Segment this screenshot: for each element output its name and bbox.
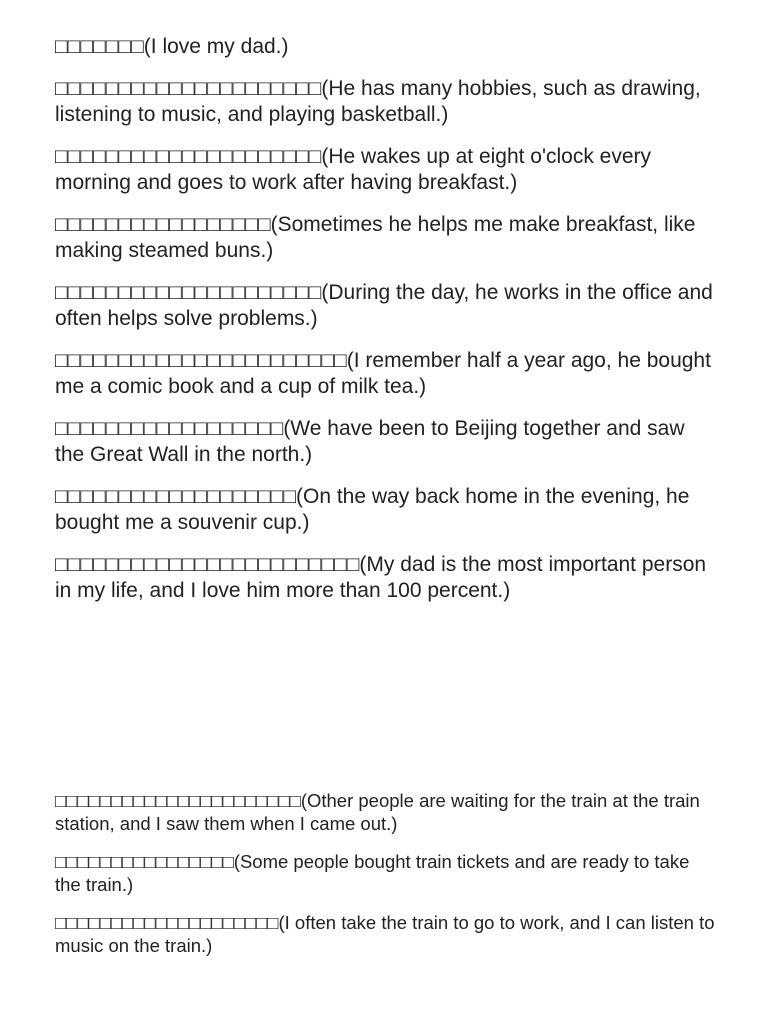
- train-section: [55, 789, 715, 972]
- paragraph-train-station: □□□□□□□□□□□□□□□□□□□□□□(Other people are waiting for the train at the train station, and I saw them when I came out.): [55, 790, 700, 834]
- paragraph-hobbies: □□□□□□□□□□□□□□□□□□□□□(He has many hobbies, such as drawing, listening to music, and playing basketball.): [55, 77, 701, 126]
- paragraph-breakfast: □□□□□□□□□□□□□□□□□(Sometimes he helps me make breakfast, like making steamed buns.): [55, 213, 696, 262]
- paragraph-comic-book: □□□□□□□□□□□□□□□□□□□□□□□(I remember half a year ago, he bought me a comic book and a cup of milk tea.): [55, 349, 711, 398]
- paragraph-morning-routine: □□□□□□□□□□□□□□□□□□□□□(He wakes up at eight o'clock every morning and goes to work after having breakfast.): [55, 145, 652, 194]
- paragraph-train-commute: □□□□□□□□□□□□□□□□□□□□(I often take the train to go to work, and I can listen to music on the train.): [55, 912, 715, 956]
- dad-essay-section: [55, 34, 715, 620]
- paragraph-train-tickets: □□□□□□□□□□□□□□□□(Some people bought train tickets and are ready to take the train.): [55, 851, 690, 895]
- paragraph-love-dad: □□□□□□□(I love my dad.): [55, 35, 289, 58]
- paragraph-office-work: □□□□□□□□□□□□□□□□□□□□□(During the day, he works in the office and often helps solve problems.): [55, 281, 713, 330]
- paragraph-most-important: □□□□□□□□□□□□□□□□□□□□□□□□(My dad is the most important person in my life, and I love him more than 100 percent.): [55, 553, 707, 602]
- document-page: [55, 0, 715, 1024]
- paragraph-souvenir-cup: □□□□□□□□□□□□□□□□□□□(On the way back home in the evening, he bought me a souvenir cup.): [55, 485, 690, 534]
- paragraph-beijing-trip: □□□□□□□□□□□□□□□□□□(We have been to Beijing together and saw the Great Wall in the north.): [55, 417, 685, 466]
